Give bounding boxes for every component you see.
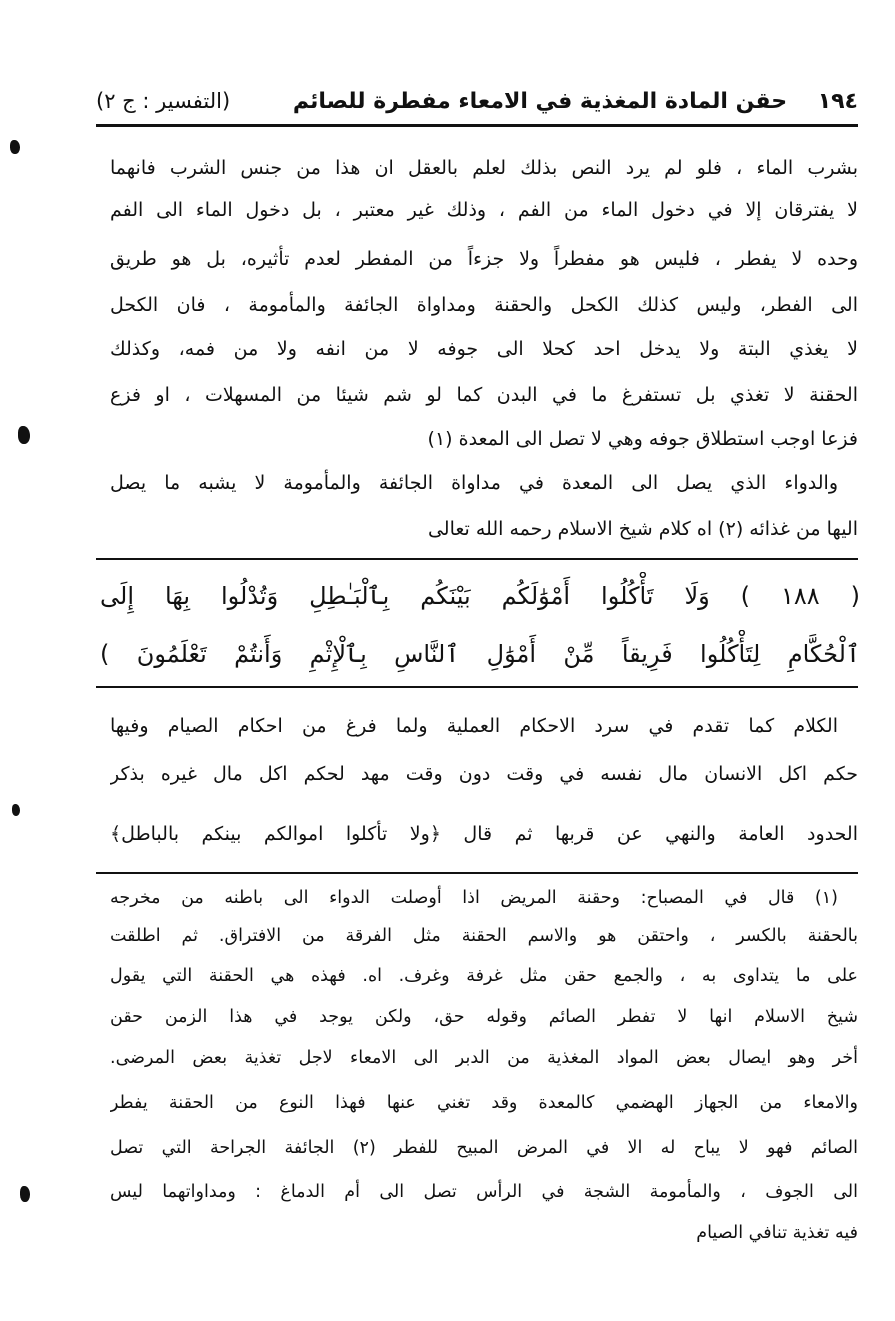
body-line: الحقنة لا تغذي بل تستفرغ ما في البدن كما لو شم شيئا من المسهلات ، او فزع — [110, 384, 858, 406]
commentary-line: الكلام كما تقدم في سرد الاحكام العملية ولما فرغ من احكام الصيام وفيها — [110, 715, 838, 737]
body-line: لا يفترقان إلا في دخول الماء من الفم ، وذلك غير معتبر ، بل دخول الماء الى الفم — [110, 199, 858, 221]
footnote-line: والامعاء من الجهاز الهضمي كالمعدة وقد تغني عنها فهذا النوع من الحقنة يفطر — [110, 1093, 858, 1113]
footnote-line: الى الجوف ، والمأمومة الشجة في الرأس تصل الى أم الدماغ : ومداواتهما ليس — [110, 1182, 858, 1202]
page-number: ١٩٤ — [817, 88, 858, 114]
verse-line: ٱلْحُكَّامِ لِتَأْكُلُوا فَرِيقاً مِّنْ أَمْوَٰلِ ٱلنَّاسِ بِٱلْإِثْمِ وَأَنتُمْ تَعْلَمُونَ ) — [100, 640, 860, 668]
footnote-line: بالحقنة بالكسر ، واحتقن هو والاسم الحقنة مثل الفرقة من الافتراق. ثم اطلقت — [110, 926, 858, 946]
body-line: وحده لا يفطر ، فليس هو مفطراً ولا جزءاً من المفطر لعدم تأثيره، بل هو طريق — [110, 248, 858, 270]
header-rule — [96, 124, 858, 127]
body-line: اليها من غذائه (٢) اه كلام شيخ الاسلام رحمه الله تعالى — [427, 518, 858, 540]
footnote-line: (١) قال في المصباح: وحقنة المريض اذا أوصلت الدواء الى باطنه من مخرجه — [110, 888, 838, 908]
commentary-line: حكم اكل الانسان مال نفسه في وقت دون وقت مهد لحكم اكل مال غيره بذكر — [110, 763, 858, 785]
footnote-line: شيخ الاسلام انها لا تفطر الصائم وقوله حق، ولكن يوجد في هذا الزمن حقن — [110, 1007, 858, 1027]
running-title: حقن المادة المغذية في الامعاء مفطرة للصائم — [292, 88, 788, 114]
volume-reference: (التفسير : ج ٢) — [96, 89, 231, 113]
body-line: بشرب الماء ، فلو لم يرد النص بذلك لعلم بالعقل ان هذا من جنس الشرب فانهما — [110, 157, 858, 179]
margin-ink-mark — [18, 426, 30, 444]
footnote-line: أخر وهو ايصال بعض المواد المغذية من الدبر الى الامعاء لاجل تغذية بعض المرضى. — [110, 1048, 858, 1068]
body-line: فزعا اوجب استطلاق جوفه وهي لا تصل الى المعدة (١) — [427, 428, 858, 450]
footnote-line: الصائم فهو لا يباح له الا في المرض المبيح للفطر (٢) الجائفة الجراحة التي تصل — [110, 1138, 858, 1158]
margin-ink-mark — [20, 1186, 30, 1202]
header-title-group — [293, 89, 858, 114]
body-line: والدواء الذي يصل الى المعدة في مداواة الجائفة والمأمومة لا يشبه ما يصل — [110, 472, 838, 494]
body-line: لا يغذي البتة ولا يدخل احد كحلا الى جوفه لا من انفه ولا من فمه، وكذلك — [110, 338, 858, 360]
footnote-rule — [96, 872, 858, 874]
page-header — [96, 84, 858, 118]
footnote-line: فيه تغذية تنافي الصيام — [696, 1223, 858, 1243]
verse-bottom-rule — [96, 686, 858, 688]
verse-top-rule — [96, 558, 858, 560]
margin-ink-mark — [12, 804, 20, 816]
body-line: الى الفطر، وليس كذلك الكحل والحقنة ومداواة الجائفة والمأمومة ، فان الكحل — [110, 294, 858, 316]
footnote-line: على ما يتداوى به ، والجمع حقن مثل غرفة وغرف. اه. فهذه هي الحقنة التي يقول — [110, 966, 858, 986]
commentary-line: الحدود العامة والنهي عن قربها ثم قال ﴿ولا تأكلوا اموالكم بينكم بالباطل﴾ — [110, 823, 858, 845]
margin-ink-mark — [10, 140, 20, 154]
verse-line: ( ١٨٨ ) وَلَا تَأْكُلُوا أَمْوَٰلَكُم بَيْنَكُم بِٱلْبَـٰطِلِ وَتُدْلُوا بِهَا إِلَى — [100, 582, 860, 610]
